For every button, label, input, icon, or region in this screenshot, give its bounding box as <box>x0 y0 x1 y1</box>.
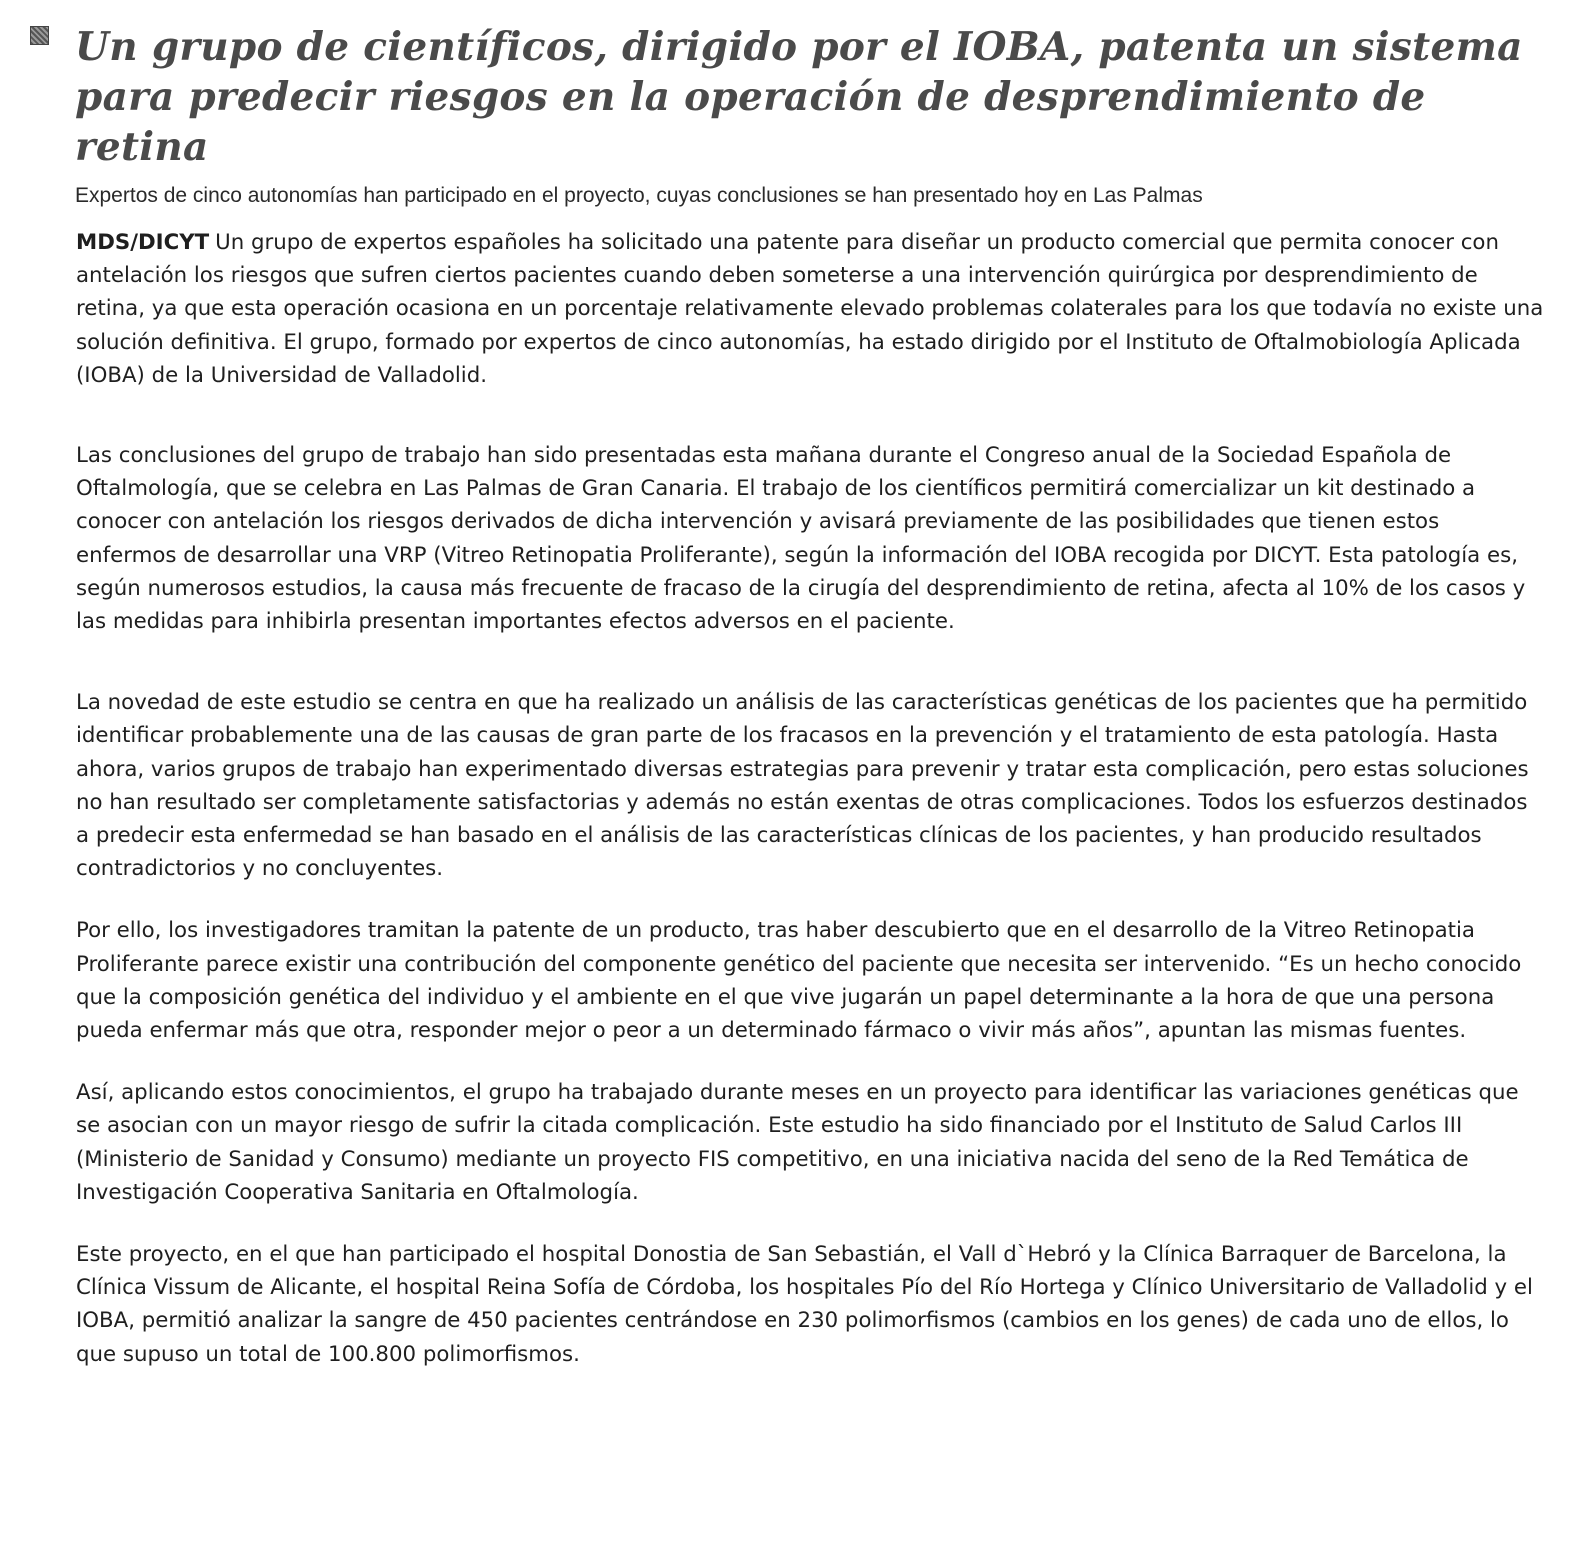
article-paragraph: Así, aplicando estos conocimientos, el grupo ha trabajado durante meses en un proyecto para identificar las variaciones genéticas que se asocian con un mayor riesgo de sufrir la citada complicación. Este estudio ha sido financiado por el Instituto de Salud Carlos III (Ministerio de Sanidad y Consumo) mediante un proyecto FIS competitivo, en una iniciativa nacida del seno de la Red Temática de Investigación Cooperativa Sanitaria en Oftalmología. <box>76 1080 1519 1205</box>
article-headline: Un grupo de científicos, dirigido por el IOBA, patenta un sistema para predecir riesgos en la operación de desprendimiento de retina <box>75 24 1523 170</box>
article-source: MDS/DICYT <box>76 230 210 255</box>
article-paragraph: Las conclusiones del grupo de trabajo han sido presentadas esta mañana durante el Congreso anual de la Sociedad Española de Oftalmología, que se celebra en Las Palmas de Gran Canaria. El trabajo de los científicos permitirá comercializar un kit destinado a conocer con antelación los riesgos derivados de dicha intervención y avisará previamente de las posibilidades que tienen estos enfermos de desarrollar una VRP (Vitreo Retinopatia Proliferante), según la información del IOBA recogida por DICYT. Esta patología es, según numerosos estudios, la causa más frecuente de fracaso de la cirugía del desprendimiento de retina, afecta al 10% de los casos y las medidas para inhibirla presentan importantes efectos adversos en el paciente. <box>76 443 1526 635</box>
square-bullet-icon <box>30 26 49 45</box>
article-paragraph: La novedad de este estudio se centra en que ha realizado un análisis de las características genéticas de los pacientes que ha permitido identificar probablemente una de las causas de gran parte de los fracasos en la prevención y el tratamiento de esta patología. Hasta ahora, varios grupos de trabajo han experimentado diversas estrategias para prevenir y tratar esta complicación, pero estas soluciones no han resultado ser completamente satisfactorias y además no están exentas de otras complicaciones. Todos los esfuerzos destinados a predecir esta enfermedad se han basado en el análisis de las características clínicas de los pacientes, y han producido resultados contradictorios y no concluyentes. <box>76 690 1529 882</box>
article-paragraph: Por ello, los investigadores tramitan la patente de un producto, tras haber descubierto que en el desarrollo de la Vitreo Retinopatia Proliferante parece existir una contribución del componente genético del paciente que necesita ser intervenido. “Es un hecho conocido que la composición genética del individuo y el ambiente en el que vive jugarán un papel determinante a la hora de que una persona pueda enfermar más que otra, responder mejor o peor a un determinado fármaco o vivir más años”, apuntan las mismas fuentes. <box>76 918 1522 1044</box>
article-body <box>76 226 1546 1371</box>
paragraph-text: Un grupo de expertos españoles ha solicitado una patente para diseñar un producto comercial que permita conocer con antelación los riesgos que sufren ciertos pacientes cuando deben someterse a una intervención quirúrgica por desprendimiento de retina, ya que esta operación ocasiona en un porcentaje relativamente elevado problemas colaterales para los que todavía no existe una solución definitiva. El grupo, formado por expertos de cinco autonomías, ha estado dirigido por el Instituto de Oftalmobiología Aplicada (IOBA) de la Universidad de Valladolid. <box>76 230 1544 388</box>
article-paragraph: Este proyecto, en el que han participado el hospital Donostia de San Sebastián, el Vall d`Hebró y la Clínica Barraquer de Barcelona, la Clínica Vissum de Alicante, el hospital Reina Sofía de Córdoba, los hospitales Pío del Río Hortega y Clínico Universitario de Valladolid y el IOBA, permitió analizar la sangre de 450 pacientes centrándose en 230 polimorfismos (cambios en los genes) de cada uno de ellos, lo que supuso un total de 100.800 polimorfismos. <box>76 1242 1533 1367</box>
article-subtitle: Expertos de cinco autonomías han participado en el proyecto, cuyas conclusiones se han presentado hoy en Las Palmas <box>75 184 1203 207</box>
article-paragraph <box>76 226 1546 392</box>
